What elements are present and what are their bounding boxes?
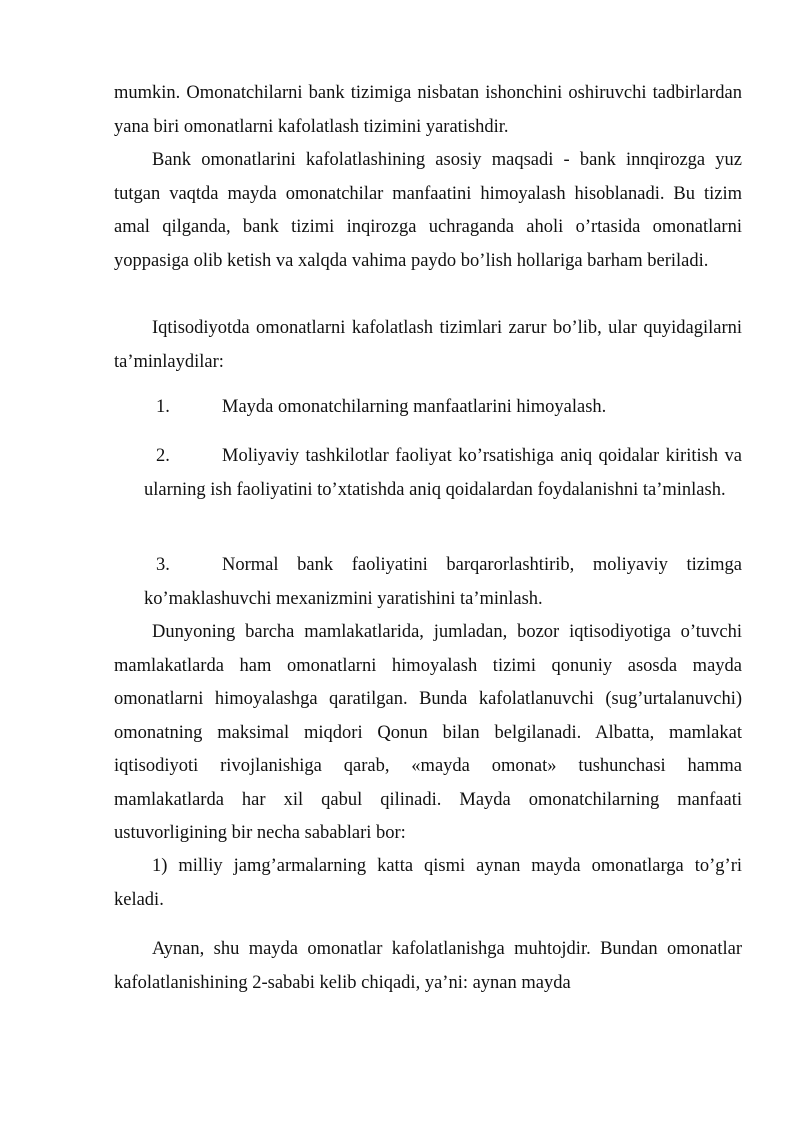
list-item-2 — [144, 440, 742, 507]
list-item-3 — [144, 549, 742, 616]
list-item-1 — [144, 391, 742, 425]
paragraph-3: Iqtisodiyotda omonatlarni kafolatlash tizimlari zarur bo’lib, ular quyidagilarni ta’minlaydilar: — [114, 318, 742, 372]
list-item-text: Normal bank faoliyatini barqarorlashtirib, moliyaviy tizimga ko’maklashuvchi mexanizmini yaratishini ta’minlash. — [144, 555, 742, 609]
paragraph-5: 1) milliy jamg’armalarning katta qismi aynan mayda omonatlarga to’g’ri keladi. — [114, 856, 742, 910]
paragraph-1: mumkin. Omonatchilarni bank tizimiga nisbatan ishonchini oshiruvchi tadbirlardan yana biri omonatlarni kafolatlash tizimini yaratishdir. — [114, 83, 742, 137]
paragraph-2: Bank omonatlarini kafolatlashining asosiy maqsadi - bank innqirozga yuz tutgan vaqtda mayda omonatchilar manfaatini himoyalash hisoblanadi. Bu tizim amal qilganda, bank tizimi inqirozga uchraganda aholi o’rtasida omonatlarni yoppasiga olib ketish va xalqda vahima paydo bo’lish hollariga barham beriladi. — [114, 150, 742, 271]
list-item-number: 3. — [156, 555, 170, 575]
list-item-text: Moliyaviy tashkilotlar faoliyat ko’rsatishiga aniq qoidalar kiritish va ularning ish faoliyatini to’xtatishda aniq qoidalardan foydalanishni ta’minlash. — [144, 446, 742, 500]
paragraph-6: Aynan, shu mayda omonatlar kafolatlanishga muhtojdir. Bundan omonatlar kafolatlanishining 2-sababi kelib chiqadi, ya’ni: aynan mayda — [114, 939, 742, 993]
list-item-number: 2. — [156, 446, 170, 466]
list-item-text: Mayda omonatchilarning manfaatlarini himoyalash. — [222, 397, 607, 417]
paragraph-4: Dunyoning barcha mamlakatlarida, jumladan, bozor iqtisodiyotiga o’tuvchi mamlakatlarda ham omonatlarni himoyalash tizimi qonuniy asosda mayda omonatlarni himoyalashga qaratilgan. Bunda kafolatlanuvchi (sug’urtalanuvchi) omonatning maksimal miqdori Qonun bilan belgilanadi. Albatta, mamlakat iqtisodiyoti rivojlanishiga qarab, «mayda omonat» tushunchasi hamma mamlakatlarda har xil qabul qilinadi. Mayda omonatchilarning manfaati ustuvorligining bir necha sabablari bor: — [114, 622, 742, 843]
list-item-number: 1. — [156, 397, 170, 417]
